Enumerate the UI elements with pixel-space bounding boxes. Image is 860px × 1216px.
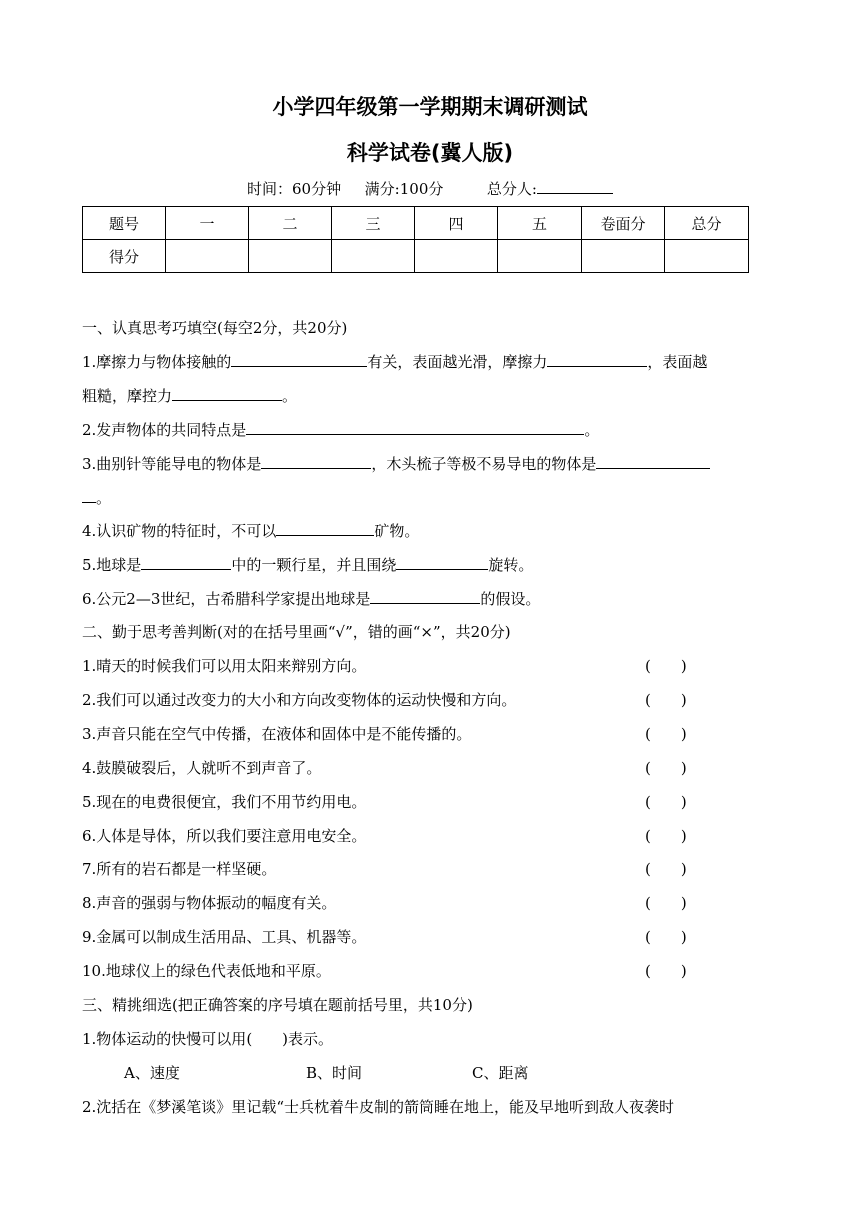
answer-blank[interactable] [547,351,647,367]
score-cell[interactable] [582,240,665,273]
question-1-5 [82,554,533,575]
answer-bracket[interactable]: ( ) [645,962,687,980]
table-cell: 五 [498,207,582,240]
question-text: 粗糙，摩控力 [82,387,173,405]
question-text: 4.认识矿物的特征时，不可以 [82,522,277,540]
section1-heading: 一、认真思考巧填空(每空2分，共20分) [82,319,348,337]
judge-item-text: 6.人体是导体，所以我们要注意用电安全。 [82,827,367,845]
full-score-label: 满分:100分 [364,180,444,198]
question-text: 。 [96,489,112,507]
answer-bracket[interactable]: ( ) [645,827,687,845]
choice-question-1: 1.物体运动的快慢可以用( )表示。 [82,1030,334,1048]
judge-item-text: 10.地球仪上的绿色代表低地和平原。 [82,962,331,980]
option-b[interactable]: B、时间 [306,1064,363,1082]
judge-item-text: 2.我们可以通过改变力的大小和方向改变物体的运动快慢和方向。 [82,691,517,709]
question-1-1 [82,351,707,372]
question-text: 1.摩擦力与物体接触的 [82,353,232,371]
scorer-blank[interactable] [537,178,613,194]
score-table [82,206,749,273]
exam-subtitle: 科学试卷(冀人版) [346,141,514,165]
table-cell: 总分 [665,207,749,240]
score-table-header-row [83,207,749,240]
answer-blank[interactable] [370,588,480,604]
score-table-score-row [83,240,749,273]
question-1-1-cont [82,385,297,406]
answer-blank[interactable] [276,520,374,536]
option-a[interactable]: A、速度 [124,1064,180,1082]
judge-item-text: 1.晴天的时候我们可以用太阳来辩别方向。 [82,657,367,675]
question-text: 有关，表面越光滑，摩擦力 [367,353,548,371]
judge-item-text: 4.鼓膜破裂后，人就听不到声音了。 [82,759,322,777]
question-text: 中的一颗行星，并且围绕 [231,556,397,574]
answer-bracket[interactable]: ( ) [645,793,687,811]
section2-heading: 二、勤于思考善判断(对的在括号里画“√”，错的画“×”，共20分) [82,623,511,641]
score-cell[interactable] [166,240,249,273]
question-text: 6.公元2—3世纪，古希腊科学家提出地球是 [82,590,371,608]
question-text: 旋转。 [488,556,534,574]
answer-blank[interactable] [172,385,282,401]
table-cell: 卷面分 [582,207,665,240]
answer-bracket[interactable]: ( ) [645,860,687,878]
answer-bracket[interactable]: ( ) [645,928,687,946]
scorer-label: 总分人: [486,180,537,198]
score-cell[interactable] [665,240,749,273]
answer-bracket[interactable]: ( ) [645,691,687,709]
judge-item-text: 9.金属可以制成生活用品、工具、机器等。 [82,928,367,946]
answer-blank[interactable] [396,554,488,570]
judge-item-text: 5.现在的电费很便宜，我们不用节约用电。 [82,793,367,811]
table-cell: 题号 [83,207,166,240]
judge-item-text: 7.所有的岩石都是一样坚硬。 [82,860,277,878]
answer-bracket[interactable]: ( ) [645,894,687,912]
question-text: 3.曲别针等能导电的物体是 [82,455,262,473]
question-1-4 [82,520,419,541]
score-cell[interactable] [498,240,582,273]
question-1-6 [82,588,540,609]
answer-blank[interactable] [246,419,584,435]
score-cell[interactable] [415,240,498,273]
score-cell[interactable] [249,240,332,273]
choice-question-2: 2.沈括在《梦溪笔谈》里记载“士兵枕着牛皮制的箭筒睡在地上，能及早地听到敌人夜袭时 [82,1098,674,1116]
answer-bracket[interactable]: ( ) [645,725,687,743]
table-cell: 得分 [83,240,166,273]
question-text: 矿物。 [374,522,420,540]
exam-meta [0,178,860,199]
time-label: 时间：60分钟 [247,180,342,198]
question-text: ，表面越 [647,353,708,371]
score-cell[interactable] [332,240,415,273]
judge-item-text: 8.声音的强弱与物体振动的幅度有关。 [82,894,337,912]
question-text: 的假设。 [480,590,541,608]
option-c[interactable]: C、距离 [472,1064,529,1082]
table-cell: 三 [332,207,415,240]
judge-item-text: 3.声音只能在空气中传播，在液体和固体中是不能传播的。 [82,725,472,743]
section3-heading: 三、精挑细选(把正确答案的序号填在题前括号里，共10分) [82,996,473,1014]
table-cell: 一 [166,207,249,240]
answer-blank[interactable] [261,453,371,469]
question-1-3 [82,453,710,474]
answer-blank[interactable] [596,453,710,469]
question-text: 5.地球是 [82,556,142,574]
answer-bracket[interactable]: ( ) [645,759,687,777]
table-cell: 四 [415,207,498,240]
answer-blank[interactable] [141,554,231,570]
answer-bracket[interactable]: ( ) [645,657,687,675]
question-text: 2.发声物体的共同特点是 [82,421,247,439]
question-text: 。 [584,421,600,439]
exam-title: 小学四年级第一学期期末调研测试 [272,95,588,119]
question-1-3-cont [82,487,111,508]
answer-blank[interactable] [82,487,96,503]
table-cell: 二 [249,207,332,240]
question-text: 。 [282,387,298,405]
answer-blank[interactable] [231,351,367,367]
question-1-2 [82,419,599,440]
question-text: ，木头梳子等极不易导电的物体是 [371,455,597,473]
